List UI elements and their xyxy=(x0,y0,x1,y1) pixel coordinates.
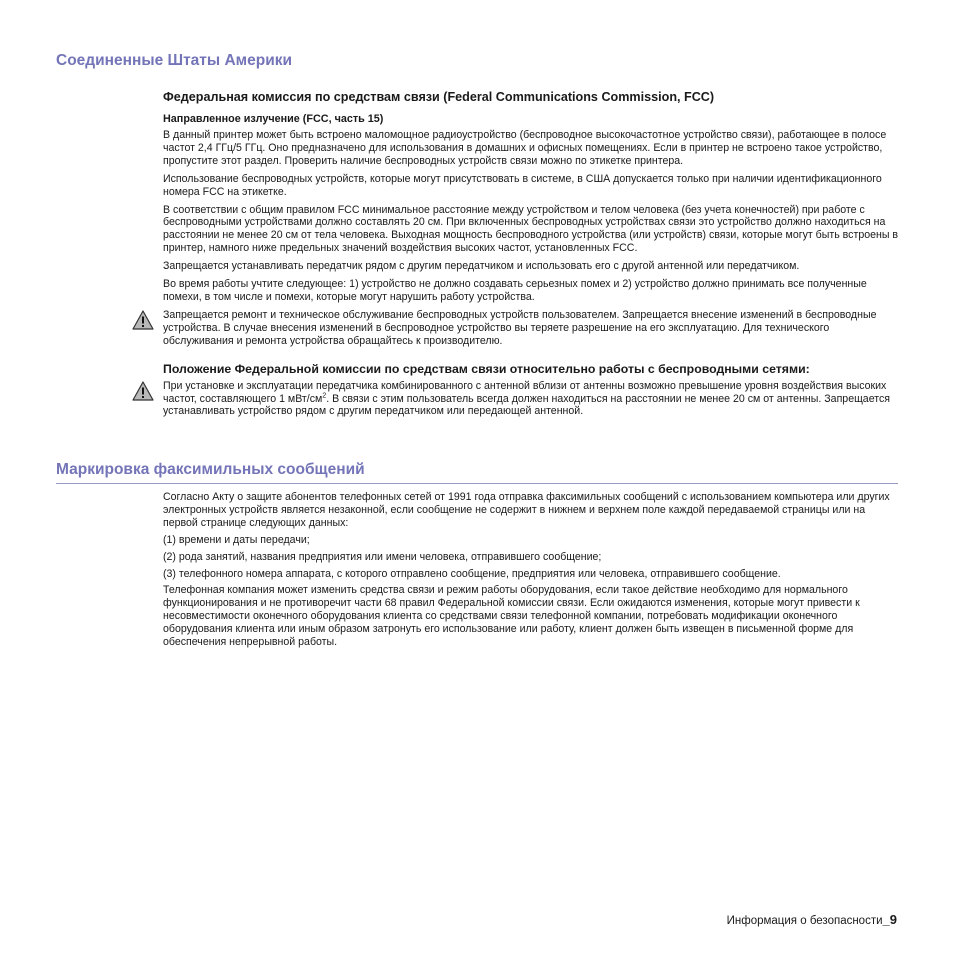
fax-item-1: (1) времени и даты передачи; xyxy=(163,533,310,546)
section-title-fax: Маркировка факсимильных сообщений xyxy=(56,461,365,478)
paragraph-transmitter: Запрещается устанавливать передатчик рядом с другим передатчиком и использовать его с другой антенной или передатчиком. xyxy=(163,260,800,273)
section-usa-content xyxy=(163,90,901,423)
warning-text-repair: Запрещается ремонт и техническое обслуживание беспроводных устройств пользователем. Запрещается внесение изменений в беспроводные устройства. В случае внесения изменений в беспроводное устройство вы теряете разрешение на его эксплуатацию. Для технического обслуживания и ремонта устройства обращайтесь к производителю. xyxy=(163,308,877,347)
wireless-network-heading: Положение Федеральной комиссии по средствам связи относительно работы с беспроводными сетями: xyxy=(163,361,810,376)
section-divider xyxy=(56,483,898,484)
warning-block-repair xyxy=(163,309,901,348)
warning-text-rf-part-b: . В связи с этим пользователь всегда должен находиться на расстоянии не менее 20 см от антенны. Запрещается устанавливать устройство рядом с другим передатчиком или передающей антенной. xyxy=(163,392,891,418)
footer-separator: _ xyxy=(882,912,890,927)
section-title-usa: Соединенные Штаты Америки xyxy=(56,52,293,69)
paragraph-wireless-device: В данный принтер может быть встроено маломощное радиоустройство (беспроводное высокочастотное устройство связи), работающее в полосе частот 2,4 ГГц/5 ГГц. Оно предназначено для использования в домашних и офисных помещениях. Если в принтер не встроено такое устройство, пропустите этот раздел. Проверить наличие беспроводных устройств связи можно по этикетке принтера. xyxy=(163,129,887,167)
paragraph-distance-rule: В соответствии с общим правилом FCC минимальное расстояние между устройством и телом человека (без учета конечностей) при работе с беспроводными устройствами должно составлять 20 см. При включенных беспроводных устройствах связи это устройство должно находиться на расстоянии не менее 20 см от тела человека. Выходная мощность беспроводного устройства (или устройств) связи, которые могут быть встроены в принтер, намного ниже предельных значений воздействия высоких частот, установленных FCC. xyxy=(163,203,899,255)
fcc-heading: Федеральная комиссия по средствам связи (Federal Communications Commission, FCC) xyxy=(163,90,715,104)
directed-emission-heading: Направленное излучение (FCC, часть 15) xyxy=(163,113,384,125)
page-number: 9 xyxy=(889,912,897,927)
paragraph-fcc-id: Использование беспроводных устройств, которые могут присутствовать в системе, в США допускается только при наличии идентификационного номера FCC на этикетке. xyxy=(163,172,882,198)
superscript-squared: 2 xyxy=(322,391,327,399)
warning-triangle-icon xyxy=(132,381,154,401)
paragraph-interference: Во время работы учтите следующее: 1) устройство не должно создавать серьезных помех и 2) устройство должно принимать все полученные помехи, в том числе и помехи, которые могут нарушить работу устройства. xyxy=(163,278,867,303)
footer-label: Информация о безопасности xyxy=(726,915,883,927)
warning-text-rf-part-a: При установке и эксплуатации передатчика комбинированного с антенной вблизи от антенны возможно превышение уровня воздействия высоких частот, составляющего 1 мВт/см xyxy=(163,379,887,405)
fax-item-3: (3) телефонного номера аппарата, с которого отправлено сообщение, предприятия или человека, отправившего сообщение. xyxy=(163,567,781,580)
fax-closing: Телефонная компания может изменить средства связи и режим работы оборудования, если такое действие необходимо для нормального функционирования и не противоречит части 68 правил Федеральной комиссии связи. Если ожидаются изменения, которые могут привести к несовместимости оконечного оборудования клиента со средствами связи телефонной компании, потребовать модификации оконечного оборудования клиента или иным образом затронуть его использование или работу, клиент должен быть извещен в письменной форме для обеспечения непрерывной работы. xyxy=(163,584,860,649)
warning-triangle-icon xyxy=(132,310,154,330)
page-footer xyxy=(727,912,897,927)
warning-block-rf-exposure xyxy=(163,380,901,419)
fax-intro: Согласно Акту о защите абонентов телефонных сетей от 1991 года отправка факсимильных сообщений с использованием компьютера или других электронных устройств является незаконной, если сообщение не содержит в нижнем и верхнем поле каждой передаваемой страницы или на первой странице следующих данных: xyxy=(163,491,890,529)
fax-item-2: (2) рода занятий, названия предприятия или имени человека, отправившего сообщение; xyxy=(163,550,602,563)
section-fax-content xyxy=(163,491,901,654)
warning-text-rf-exposure xyxy=(163,380,901,419)
